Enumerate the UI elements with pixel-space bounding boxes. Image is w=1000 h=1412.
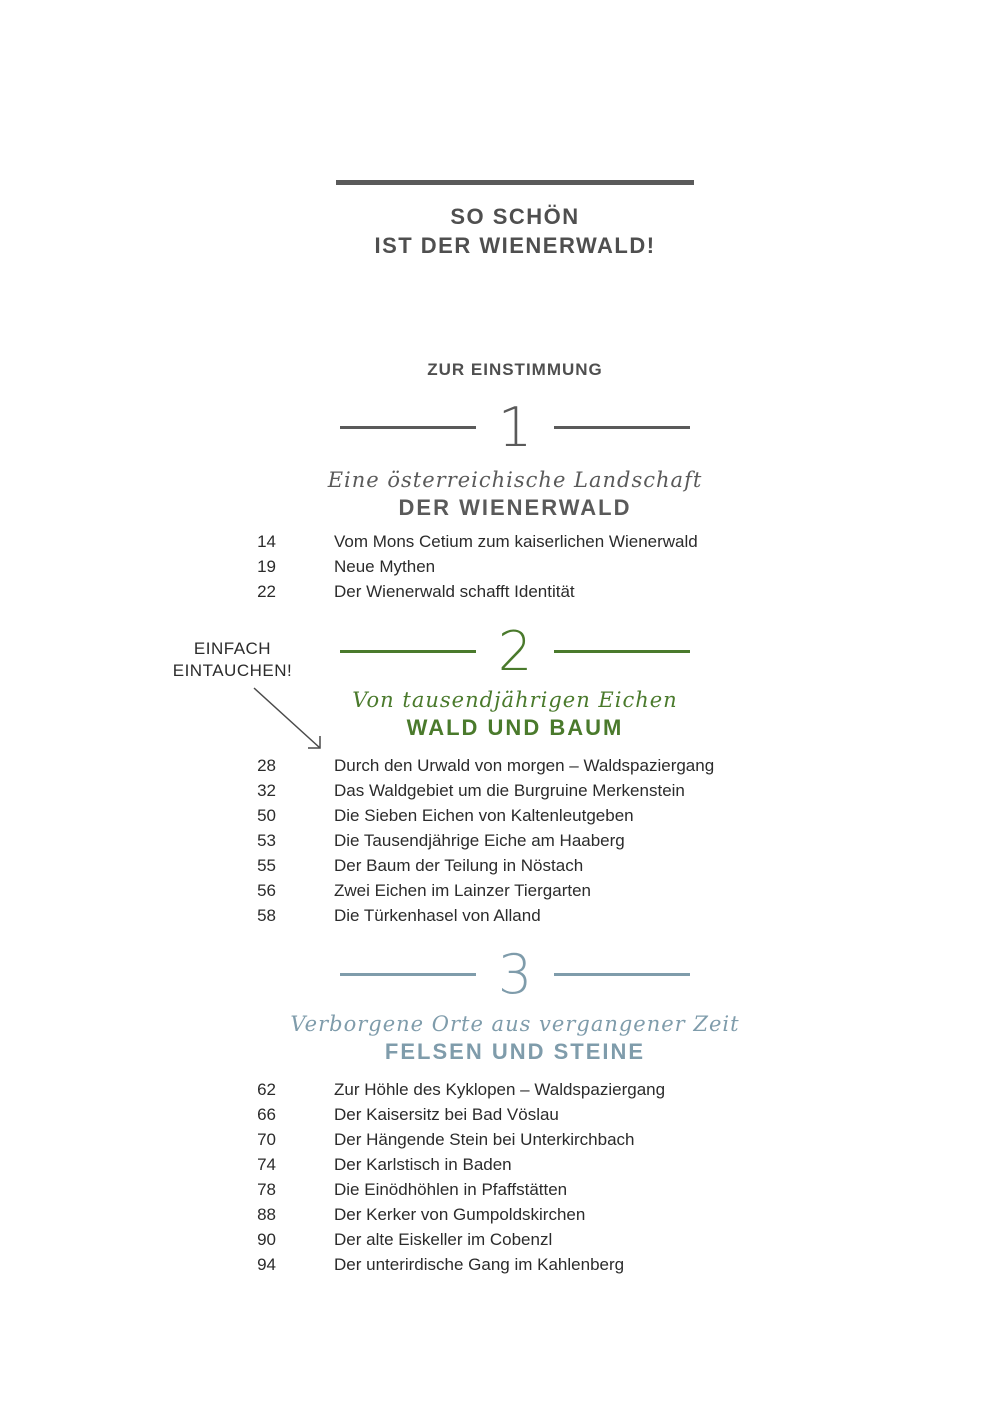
toc-page-number: 56 — [257, 881, 276, 900]
toc-entry-title: Der unterirdische Gang im Kahlenberg — [334, 1255, 625, 1274]
toc-entry-title: Der Kaisersitz bei Bad Vöslau — [334, 1105, 559, 1124]
toc-entry[interactable] — [0, 582, 1000, 607]
chapter-1-number: 1 — [497, 396, 533, 459]
toc-entry-title: Der Wienerwald schafft Identität — [334, 582, 575, 601]
intro-label: ZUR EINSTIMMUNG — [427, 360, 603, 379]
toc-page-number: 53 — [257, 831, 276, 850]
page-title-line2: IST DER WIENERWALD! — [374, 233, 656, 258]
toc-page-number: 94 — [257, 1255, 276, 1274]
toc-page-number: 28 — [257, 756, 276, 775]
toc-entry[interactable] — [0, 1155, 1000, 1180]
toc-entry[interactable] — [0, 806, 1000, 831]
toc-entry-title: Die Türkenhasel von Alland — [334, 906, 541, 925]
toc-entry-title: Der alte Eiskeller im Cobenzl — [334, 1230, 553, 1249]
toc-entry-title: Vom Mons Cetium zum kaiserlichen Wienerwald — [334, 532, 698, 551]
toc-entry[interactable] — [0, 1180, 1000, 1205]
toc-entry-title: Neue Mythen — [334, 557, 436, 576]
toc-entry[interactable] — [0, 881, 1000, 906]
chapter-3-rule-left — [340, 973, 476, 976]
toc-entry-title: Die Tausendjährige Eiche am Haaberg — [334, 831, 625, 850]
side-note — [160, 638, 305, 682]
side-note-line2: EINTAUCHEN! — [172, 661, 293, 680]
toc-entry-title: Das Waldgebiet um die Burgruine Merkenstein — [334, 781, 685, 800]
toc-entry[interactable] — [0, 1130, 1000, 1155]
toc-page-number: 78 — [257, 1180, 276, 1199]
chapter-3-rule-right — [554, 973, 690, 976]
toc-page-number: 70 — [257, 1130, 276, 1149]
toc-page-number: 14 — [257, 532, 276, 551]
toc-entry[interactable] — [0, 756, 1000, 781]
chapter-1-rule-left — [340, 426, 476, 429]
toc-page-number: 32 — [257, 781, 276, 800]
toc-entry[interactable] — [0, 1080, 1000, 1105]
chapter-2-subtitle: Von tausendjährigen Eichen — [352, 688, 678, 712]
toc-page-number: 55 — [257, 856, 276, 875]
toc-entry[interactable] — [0, 1255, 1000, 1280]
toc-page-number: 90 — [257, 1230, 276, 1249]
chapter-1-rule-right — [554, 426, 690, 429]
toc-entry-title: Der Hängende Stein bei Unterkirchbach — [334, 1130, 635, 1149]
toc-entry-title: Die Einödhöhlen in Pfaffstätten — [334, 1180, 568, 1199]
chapter-3-number: 3 — [497, 943, 533, 1006]
toc-entry-title: Die Sieben Eichen von Kaltenleutgeben — [334, 806, 634, 825]
chapter-2-number: 2 — [497, 620, 533, 683]
toc-page-number: 22 — [257, 582, 276, 601]
toc-entry[interactable] — [0, 856, 1000, 881]
toc-page-number: 66 — [257, 1105, 276, 1124]
page-title-line1: SO SCHÖN — [450, 204, 580, 229]
toc-entry[interactable] — [0, 557, 1000, 582]
side-note-line1: EINFACH — [193, 639, 272, 658]
top-rule — [336, 180, 694, 185]
toc-page-number: 88 — [257, 1205, 276, 1224]
chapter-2-rule-right — [554, 650, 690, 653]
toc-entry-title: Zwei Eichen im Lainzer Tiergarten — [334, 881, 592, 900]
chapter-1-heading: DER WIENERWALD — [398, 495, 632, 520]
toc-entry-title: Der Baum der Teilung in Nöstach — [334, 856, 584, 875]
toc-entry[interactable] — [0, 532, 1000, 557]
toc-page-number: 50 — [257, 806, 276, 825]
toc-entry-title: Der Karlstisch in Baden — [334, 1155, 512, 1174]
toc-page-number: 58 — [257, 906, 276, 925]
toc-page-number: 74 — [257, 1155, 276, 1174]
toc-entry[interactable] — [0, 1205, 1000, 1230]
toc-entry-title: Durch den Urwald von morgen – Waldspaziergang — [334, 756, 715, 775]
chapter-1-subtitle: Eine österreichische Landschaft — [327, 468, 703, 492]
toc-page-number: 62 — [257, 1080, 276, 1099]
toc-entry[interactable] — [0, 906, 1000, 931]
toc-entry[interactable] — [0, 1230, 1000, 1255]
chapter-2-rule-left — [340, 650, 476, 653]
toc-entry-title: Zur Höhle des Kyklopen – Waldspaziergang — [334, 1080, 666, 1099]
toc-entry-title: Der Kerker von Gumpoldskirchen — [334, 1205, 586, 1224]
toc-entry[interactable] — [0, 831, 1000, 856]
toc-page-number: 19 — [257, 557, 276, 576]
chapter-3-heading: FELSEN UND STEINE — [384, 1039, 646, 1064]
toc-entry[interactable] — [0, 1105, 1000, 1130]
chapter-3-subtitle: Verborgene Orte aus vergangener Zeit — [290, 1012, 740, 1036]
toc-entry[interactable] — [0, 781, 1000, 806]
chapter-2-heading: WALD UND BAUM — [406, 715, 624, 740]
